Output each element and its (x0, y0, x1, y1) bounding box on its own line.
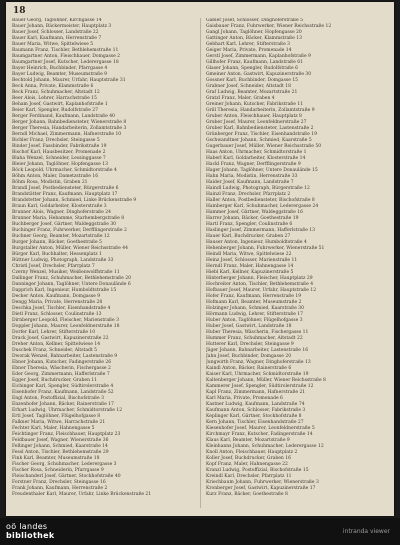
directory-entry: Kern Johann, Tischler, Eisenhandstraße 27 (206, 420, 304, 425)
directory-entry: Binder Josef, Fassbinder, Fabrikstraße 19 (12, 144, 107, 149)
directory-entry: Gugerbauer Josef, Müller, Wiener Reichsstraße 50 (206, 144, 322, 149)
directory-entry: Fischer Rosa, Schneiderin, Pfarrgasse 9 (12, 468, 104, 473)
page-number: 18 (13, 6, 26, 16)
directory-entry: Berger Johann, Bahnbediensteter, Wienerstraße 8 (12, 120, 127, 125)
directory-entry: Bechtold Johann, Maurer, Urfahr, Hauptstraße 31 (12, 78, 126, 83)
directory-entry: Holzinger Johann, Schmied, Kaarstraße 30 (206, 306, 304, 311)
directory-entry: Grabner Josef, Schneider, Altstadt 18 (206, 84, 292, 89)
directory-entry: Bischof Karl, Hausbesitzer, Promenade 2 (12, 150, 106, 155)
directory-entry: Hahn Maria, Modistin, Herrenstraße 33 (206, 174, 298, 179)
directory-entry: Hofmann Karl, Beamter, Museumstraße 2 (206, 300, 302, 305)
directory-entry: Fessl Anton, Tischler, Bethlehemstraße 29 (12, 450, 109, 455)
directory-entry: Eisenhofer Franz, Kaufmann, Landstraße 52 (12, 390, 114, 395)
directory-entry: Bleier Johann, Taglöhner, Hopfengasse 13 (12, 162, 108, 167)
directory-entry: Hainzl Franz, Drechsler, Pfarrplatz 2 (206, 192, 291, 197)
directory-entry: Engl Anton, Postoffizial, Bischofstraße 3 (12, 396, 104, 401)
directory-entry: Bayer Heinrich, Buchbinder, Pfarrgasse 4 (12, 66, 108, 71)
directory-entry: Hager Johann, Taglöhner, Untere Donaulände 15 (206, 168, 318, 173)
directory-entry: Buchner Georg, Beamter, Mozartstraße 12 (12, 234, 110, 239)
directory-entry: Egger Josef, Buchdrucker, Graben 11 (12, 378, 98, 383)
directory-entry: Hummer Franz, Schuhmacher, Altstadt 22 (206, 336, 303, 341)
directory-entry: Herndl Franz, Maler, Hahnengasse 14 (206, 264, 294, 269)
directory-entry: Enzenhofer Johann, Bäcker, Rainerstraße 17 (12, 402, 114, 407)
directory-entry: Dworak Wenzel, Bahnarbeiter, Lastenstraße 9 (12, 354, 118, 359)
directory-entry: Frank Johann, Kaufmann, Herrenstraße 2 (12, 486, 108, 491)
directory-entry: Brunner Alois, Wagner, Dinghoferstraße 24 (12, 210, 111, 215)
directory-entry: Bauer Johann, Bäckermeister, Hauptplatz 3 (12, 24, 112, 29)
directory-entry: Dapprich Karl, Ingenieur, Humboldtstraße 15 (12, 288, 117, 293)
directory-entry: Jahn Josef, Buchbinder, Domgasse 20 (206, 354, 292, 359)
directory-entry: Doppler Johann, Maurer, Leonfeldnerstraße 18 (12, 324, 120, 329)
directory-entry: Kronberger Josef, Gastwirt, Kapuzinerstraße 17 (206, 486, 316, 491)
directory-entry: Klaus Karl, Beamter, Mozartstraße 9 (206, 438, 290, 443)
directory-entry: Brandl Josef, Postbediensteter, Bürgerstraße 6 (12, 186, 119, 191)
directory-entry: Kriechbaum Johann, Fuhrwerker, Wienerstraße 3 (206, 480, 319, 485)
directory-entry: Bürger Karl, Buchhalter, Hessenplatz 1 (12, 252, 102, 257)
directory-entry: Drack Josef, Gastwirt, Kapuzinerstraße 22 (12, 336, 109, 341)
directory-entry: Czerny Wenzel, Musiker, Weißenwolffstraße 11 (12, 270, 120, 275)
directory-entry: Brunner Maria, Hebamme, Starhembergstraße 8 (12, 216, 125, 221)
directory-entry: Kirchmayr Franz, Kutscher, Fadingerstraße 14 (206, 432, 313, 437)
directory-entry: Grill Theresia, Handarbeiterin, Zollamtstraße 9 (206, 108, 315, 113)
directory-entry: Kastner Ludwig, Kaufmann, Landstraße 74 (206, 402, 305, 407)
directory-entry: Gruber Josef, Maurer, Leonfeldnerstraße 27 (206, 120, 307, 125)
directory-entry: Keplinger Karl, Gärtner, Stockhofstraße 8 (206, 414, 302, 419)
directory-entry: Gmeiner Anton, Gastwirt, Kapuzinerstraße 30 (206, 72, 312, 77)
directory-entry: Feichtinger Franz, Fleischhauer, Hauptplatz 23 (12, 432, 121, 437)
directory-entry: Ebner Theresia, Wäscherin, Fischergasse 2 (12, 366, 111, 371)
directory-entry: Hiebl Karl, Kellner, Kapuzinerstraße 5 (206, 270, 294, 275)
directory-entry: Berndl Michael, Zimmermann, Hafnerstraße 10 (12, 132, 122, 137)
directory-entry: Kleinhanns Johann, Schuhmacher, Lederergasse 12 (206, 444, 324, 449)
directory-entry: Danninger Johann, Taglöhner, Untere Donaulände 6 (12, 282, 131, 287)
viewer-footer (0, 518, 400, 545)
directory-entry: Grünberger Franz, Tischler, Eisenhandstraße 19 (206, 132, 317, 137)
directory-entry: Böck Leopold, Uhrmacher, Schmidtorstraße 4 (12, 168, 117, 173)
directory-entry: Brandstätter Franz, Kaufmann, Hauptplatz 17 (12, 192, 118, 197)
directory-entry: Glaser Johann, Spengler, Rudolfstraße 6 (206, 66, 298, 71)
directory-entry: Beck Franz, Schuhmacher, Altstadt 12 (12, 90, 100, 95)
directory-entry: Bayer Ludwig, Beamter, Museumstraße 9 (12, 72, 108, 77)
directory-entry: Gillhofer Franz, Kaufmann, Landstraße 61 (206, 60, 303, 65)
directory-entry: Baumgartner Josef, Kutscher, Lederergasse 18 (12, 60, 119, 65)
directory-entry: Forstner Franz, Drechsler, Steingasse 16 (12, 480, 106, 485)
directory-entry: Böhm Rosa, Modistin, Graben 21 (12, 180, 88, 185)
directory-entry: Beck Anna, Private, Klammstraße 6 (12, 84, 94, 89)
directory-entry: Gebhart Karl, Lehrer, Stifterstraße 3 (206, 42, 291, 47)
directory-entry: Bichler Franz, Drechsler, Steingasse 5 (12, 138, 100, 143)
left-column (12, 18, 192, 510)
directory-entry: Harrer Johann, Bäcker, Goethestraße 19 (206, 216, 299, 221)
directory-entry: Kranzl Ludwig, Postoffizial, Bischofstraße 15 (206, 468, 309, 473)
directory-entry: Haas Anton, Uhrmacher, Schmidtorstraße 1 (206, 150, 307, 155)
directory-entry: Knoll Anton, Fleischhauer, Hauptplatz 2 (206, 450, 298, 455)
directory-entry: Kurz Franz, Bäcker, Goethestraße 8 (206, 492, 288, 497)
directory-entry: Fink Karl, Beamter, Museumstraße 18 (12, 456, 100, 461)
directory-entry: Hammer Josef, Gärtner, Waldeggstraße 16 (206, 210, 303, 215)
directory-entry: Haindl Ludwig, Photograph, Bürgerstraße 12 (206, 186, 310, 191)
directory-entry: Blaha Wenzel, Schneider, Lessinggasse 7 (12, 156, 106, 161)
directory-entry: Hörmann Ludwig, Lehrer, Stifterstraße 17 (206, 312, 304, 317)
directory-entry: Hamberger Karl, Schuhmacher, Lederergasse 24 (206, 204, 319, 209)
directory-entry: Bauer Karl, Kaufmann, Herrenstraße 7 (12, 36, 102, 41)
directory-entry: Hauser Anton, Ingenieur, Humboldtstraße 4 (206, 240, 307, 245)
directory-entry: Gangl Johann, Taglöhner, Hopfengasse 20 (206, 30, 302, 35)
directory-entry: Decker Anton, Kaufmann, Domgasse 9 (12, 294, 101, 299)
directory-entry: Fleischanderl Josef, Gärtner, Stockhofstraße 40 (12, 474, 121, 479)
directory-entry: Hauer Karl, Buchdrucker, Graben 27 (206, 234, 291, 239)
directory-entry: Feldbauer Josef, Wagner, Wienerstraße 36 (12, 438, 109, 443)
directory-entry: Bauer Maria, Witwe, Spittelwiese 5 (12, 42, 94, 47)
directory-entry: Hinterberger Johann, Fleischer, Hauptplatz 29 (206, 276, 313, 281)
directory-entry: Dallinger Franz, Schuhmacher, Bethlehemstraße 20 (12, 276, 131, 281)
directory-entry: Gruber Karl, Bahnbediensteter, Lastenstraße 2 (206, 126, 314, 131)
directory-entry: Kiesenhofer Josef, Maurer, Leonfeldnerstraße 5 (206, 426, 315, 431)
directory-entry: Berger Theresia, Handarbeiterin, Zollamtstraße 3 (12, 126, 127, 131)
directory-entry: Falkner Maria, Witwe, Harrachstraße 21 (12, 420, 106, 425)
directory-entry: Beham Josef, Gastwirt, Kaplanhofstraße 1 (12, 102, 108, 107)
directory-entry: Duschek Franz, Schneider, Altstadt 5 (12, 348, 97, 353)
directory-entry: Geiger Maria, Private, Promenade 14 (206, 48, 292, 53)
directory-entry: Kammerer Josef, Spengler, Südtirolerstraße 12 (206, 384, 314, 389)
right-column (206, 18, 386, 510)
logo-line-bottom: bibliothek (6, 531, 55, 540)
directory-entry: Greiner Johann, Kutscher, Fabrikstraße 11 (206, 102, 304, 107)
directory-entry: Karl Maria, Private, Promenade 6 (206, 396, 283, 401)
directory-entry: Hartl Franz, Spengler, Coulinstraße 6 (206, 222, 293, 227)
directory-entry: Hofer Franz, Kaufmann, Herrenstraße 19 (206, 294, 302, 299)
directory-entry: Huber Theresia, Wäscherin, Fischergasse 11 (206, 330, 309, 335)
directory-entry: Haider Josef, Kaufmann, Landstraße 7 (206, 180, 294, 185)
directory-entry: Beier Karl, Spengler, Rudolfstraße 27 (12, 108, 98, 113)
directory-entry: Huber Josef, Gastwirt, Landstraße 18 (206, 324, 292, 329)
directory-entry: Heindl Maria, Witwe, Spittelwiese 22 (206, 252, 292, 257)
directory-entry: Fellinger Johann, Schmied, Kaarstraße 14 (12, 444, 108, 449)
directory-entry: Christl Josef, Drechsler, Pfarrplatz 7 (12, 264, 95, 269)
directory-entry: Buchinger Franz, Fuhrwerker, Derfflingerstraße 2 (12, 228, 127, 233)
directory-entry: Dreher Anton, Kellner, Spittelwiese 14 (12, 342, 101, 347)
logo-line-top: oö landes (6, 522, 48, 531)
directory-entry: Graf Ludwig, Beamter, Mozartstraße 21 (206, 90, 298, 95)
directory-entry: Koller Josef, Buchdrucker, Graben 16 (206, 456, 291, 461)
directory-entry: Gerstl Josef, Zimmermann, Kaplanhofstraße 9 (206, 54, 311, 59)
directory-entry: Buchberger Josef, Gärtner, Waldeggstraße 30 (12, 222, 117, 227)
directory-entry: Dietl Franz, Schlosser, Coulinstraße 13 (12, 312, 102, 317)
directory-entry: Gabler Josef, Schlosser, Dinghoferstraße 5 (206, 18, 303, 23)
directory-entry: Haslinger Josef, Zimmermann, Hafferlstraße 13 (206, 228, 316, 233)
library-logo[interactable] (6, 522, 96, 543)
directory-entry: Hutterer Karl, Drechsler, Steingasse 9 (206, 342, 294, 347)
directory-entry: Jäger Johann, Bahnarbeiter, Lastenstraße 16 (206, 348, 309, 353)
directory-entry: Brandstetter Johann, Schmied, Linke Brückenstraße 9 (12, 198, 137, 203)
directory-entry: Ertl Josef, Taglöhner, Flügelhofgasse 8 (12, 414, 101, 419)
directory-entry: Dirnberger Leopold, Fleischer, Marienstraße 3 (12, 318, 119, 323)
directory-entry: Dorfer Karl, Lehrer, Stifterstraße 10 (12, 330, 96, 335)
directory-entry: Fechter Karl, Maler, Hahnengasse 5 (12, 426, 95, 431)
directory-entry: Huber Anton, Taglöhner, Flügelhofgasse 3 (206, 318, 303, 323)
directory-entry: Burger Johann, Bäcker, Goethestraße 5 (12, 240, 102, 245)
column-divider (200, 18, 201, 508)
directory-entry: Heinz Josef, Schlosser, Marienstraße 11 (206, 258, 298, 263)
directory-entry: Dengg Maria, Private, Herrenstraße 28 (12, 300, 103, 305)
directory-entry: Jungwirth Franz, Wagner, Dinghoferstraße 13 (206, 360, 311, 365)
directory-entry: Kaiser Karl, Uhrmacher, Schmidtorstraße 19 (206, 372, 309, 377)
directory-entry: Kapl Franz, Zimmermann, Hafnerstraße 21 (206, 390, 306, 395)
directory-entry: Hochreiter Anton, Tischler, Bethlehemstraße 4 (206, 282, 314, 287)
directory-entry: Hofbauer Josef, Maurer, Urfahr, Hauptstraße 12 (206, 288, 317, 293)
directory-entry: Gossner Karl, Buchbinder, Domgasse 15 (206, 78, 299, 83)
directory-entry: Ebner Johann, Kutscher, Fadingerstraße 26 (12, 360, 112, 365)
directory-entry: Haller Anton, Postbediensteter, Bischofstraße 8 (206, 198, 315, 203)
directory-entry: Bauer Josef, Schlosser, Landstraße 22 (12, 30, 99, 35)
directory-entry: Fischer Georg, Schuhmacher, Lederergasse 3 (12, 462, 117, 467)
directory-entry: Berger Ferdinand, Kaufmann, Landstraße 40 (12, 114, 115, 119)
directory-entry: Baumann Franz, Tischler, Bethlehemstraße 11 (12, 48, 119, 53)
viewer-label: intranda viewer (342, 528, 390, 535)
directory-entry: Kaindl Anton, Bäcker, Rainerstraße 6 (206, 366, 292, 371)
directory-entry: Gruber Anton, Fleischhauer, Hauptplatz 8 (206, 114, 302, 119)
directory-entry: Braun Karl, Goldarbeiter, Klosterstraße 3 (12, 204, 107, 209)
directory-entry: Baumgartner Anton, Fleischhauer, Domgasse 2 (12, 54, 121, 59)
directory-entry: Büttner Ludwig, Photograph, Landstraße 33 (12, 258, 114, 263)
directory-entry: Gattinger Anton, Bäcker, Klammstraße 13 (206, 36, 302, 41)
directory-entry: Kreindl Karl, Drechsler, Pfarrplatz 11 (206, 474, 292, 479)
directory-entry: Bauer Georg, Taglöhner, Kirchgasse 14 (12, 18, 102, 23)
directory-entry: Gschwandtner Johann, Schmied, Kaarstraße 5 (206, 138, 312, 143)
directory-entry: Erhart Ludwig, Uhrmacher, Schmidtorstraße 12 (12, 408, 123, 413)
directory-entry: Kaltenberger Johann, Müller, Wiener Reichsstraße 8 (206, 378, 326, 383)
scanned-page (6, 2, 394, 516)
directory-entry: Burgstaller Anton, Müller, Wiener Reichsstraße 44 (12, 246, 128, 251)
directory-entry: Freudenthaler Karl, Maurer, Urfahr, Linke Brückenstraße 21 (12, 492, 152, 497)
directory-entry: Gaisbauer Franz, Fuhrwerker, Wiener Reichsstraße 12 (206, 24, 332, 29)
directory-entry: Gratzl Franz, Maler, Graben 4 (206, 96, 275, 101)
directory-entry: Kaufmann Anton, Schlosser, Fabrikstraße 3 (206, 408, 306, 413)
directory-entry: Eder Georg, Zimmermann, Hafferlstraße 7 (12, 372, 110, 377)
directory-entry: Beer Alois, Lehrer, Harrachstraße 15 (12, 96, 97, 101)
directory-entry: Eichinger Karl, Spengler, Südtirolerstraße 4 (12, 384, 114, 389)
directory-entry: Hehenberger Johann, Fuhrwerker, Wienerstraße 51 (206, 246, 325, 251)
directory-entry: Deschka Josef, Tischler, Eisenhandstraße 4 (12, 306, 111, 311)
directory-entry: Haberl Karl, Goldarbeiter, Klosterstraße 14 (206, 156, 306, 161)
directory-entry: Kopf Franz, Maler, Hahnengasse 22 (206, 462, 288, 467)
directory-entry: Böhm Anton, Maler, Dametzstraße 16 (12, 174, 99, 179)
directory-entry: Hackl Franz, Wagner, Derfflingerstraße 9 (206, 162, 301, 167)
